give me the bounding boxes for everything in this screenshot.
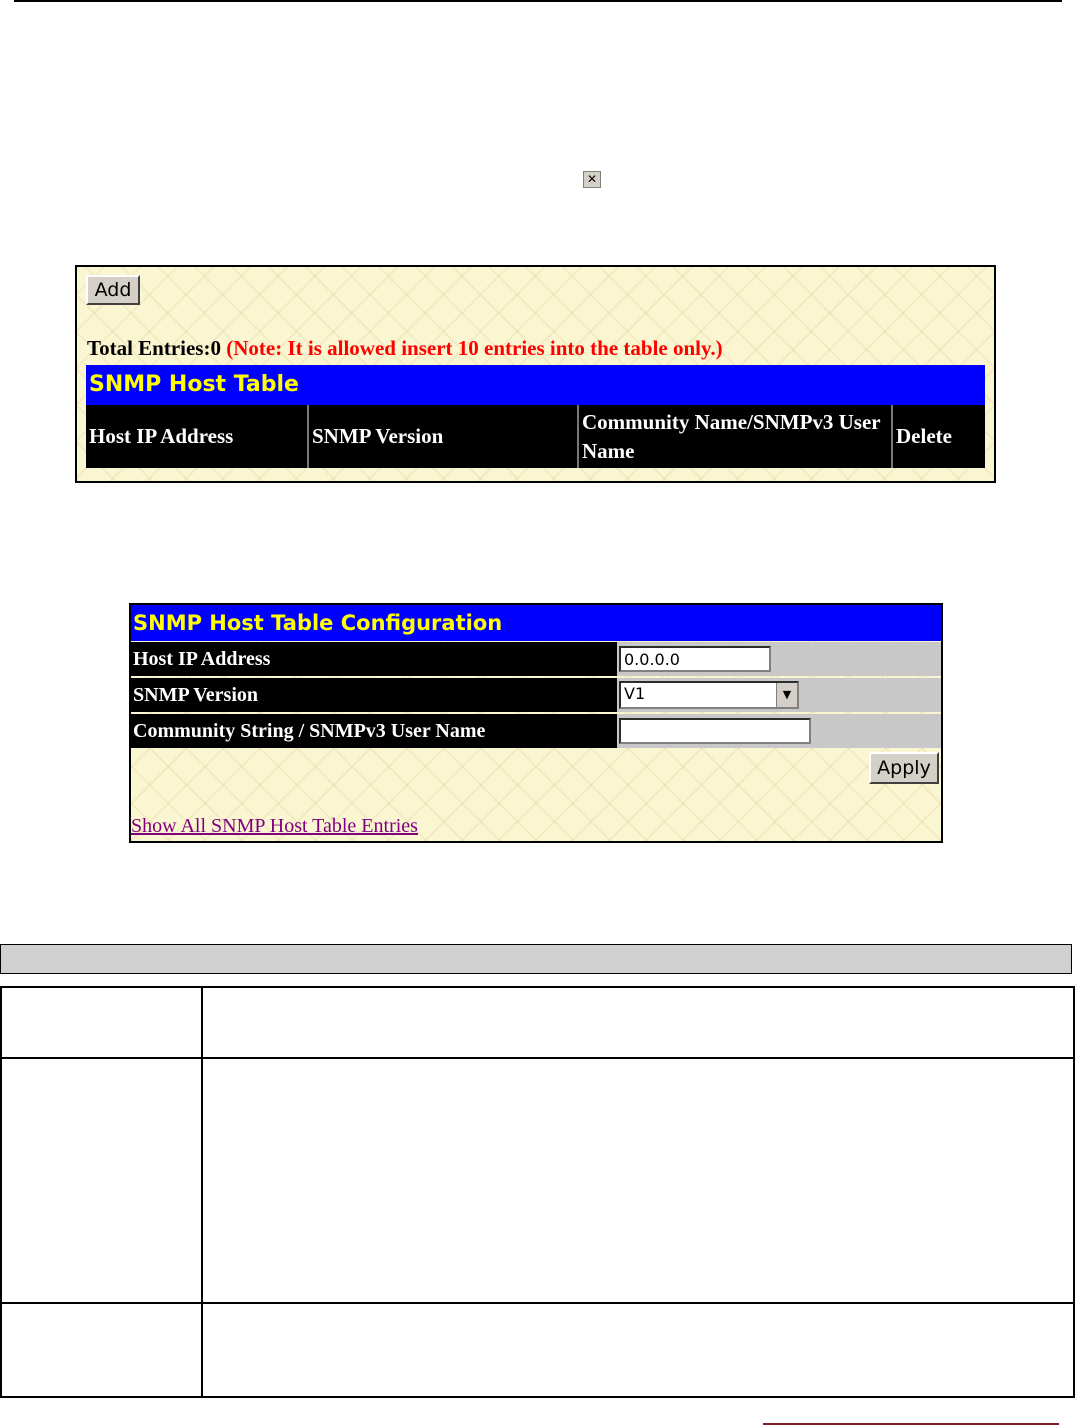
snmp-version-select[interactable] [619,681,799,709]
col-host-ip: Host IP Address [86,405,309,468]
host-ip-input[interactable] [619,646,771,672]
community-cell [617,714,941,748]
close-icon[interactable]: ✕ [583,171,601,188]
total-entries [87,336,723,361]
parameter-table-divider [201,988,203,1396]
parameter-table [0,986,1075,1398]
col-community-name: Community Name/SNMPv3 User Name [579,405,893,468]
community-label: Community String / SNMPv3 User Name [131,714,617,748]
host-table-title: SNMP Host Table [86,365,985,405]
snmp-host-table-panel [75,265,996,483]
snmp-version-label: SNMP Version [131,678,617,712]
col-snmp-version: SNMP Version [309,405,579,468]
snmp-version-cell [617,678,941,712]
show-all-entries-link[interactable]: Show All SNMP Host Table Entries [131,815,418,837]
parameter-row-divider [2,1057,1073,1059]
snmp-host-config-panel [129,603,943,843]
total-entries-count: Total Entries:0 [87,336,221,360]
add-button[interactable]: Add [86,275,140,305]
bottom-rule [763,1423,1059,1425]
parameter-table-header [0,944,1072,974]
community-input[interactable] [619,718,811,744]
community-row [131,714,941,750]
col-delete: Delete [893,405,985,468]
host-ip-cell [617,642,941,676]
host-ip-label: Host IP Address [131,642,617,676]
host-table-header-row [86,405,985,468]
snmp-version-row [131,678,941,714]
top-rule [14,0,1062,2]
snmp-version-value: V1 [624,684,646,703]
chevron-down-icon[interactable]: ▼ [776,683,797,707]
parameter-row-divider [2,1302,1073,1304]
apply-button[interactable]: Apply [869,752,939,784]
host-ip-row [131,642,941,678]
config-title: SNMP Host Table Configuration [131,605,941,641]
entries-note: (Note: It is allowed insert 10 entries into the table only.) [226,336,723,360]
